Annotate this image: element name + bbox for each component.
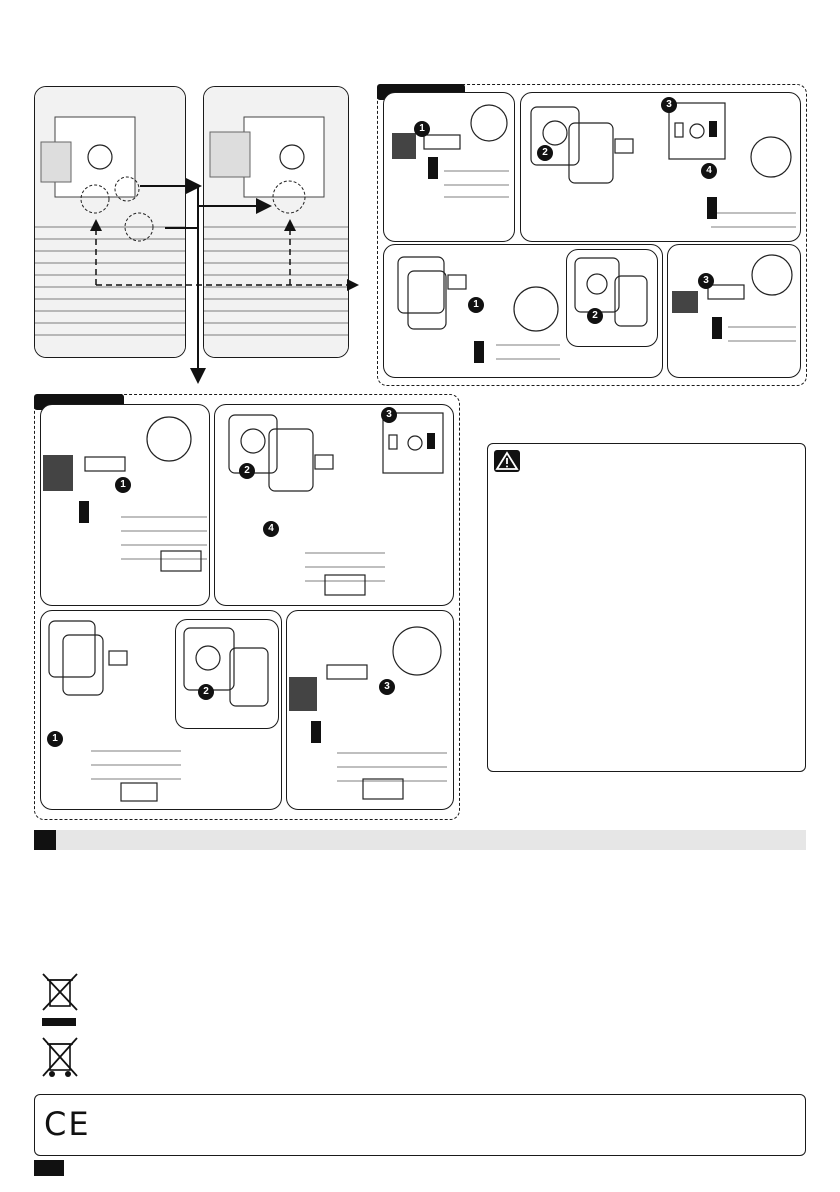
- ce-mark: CE: [44, 1105, 91, 1143]
- step-panel-a4: [667, 244, 801, 378]
- step-number-3-b2: 3: [381, 407, 397, 423]
- step-number-1-b1: 1: [115, 477, 131, 493]
- motor-connector-drawing-a1: [384, 93, 514, 241]
- step-number-2: 2: [537, 145, 553, 161]
- crossed-bin-icon: [40, 970, 80, 1012]
- step-number-3: 3: [661, 97, 677, 113]
- ce-box: [34, 1094, 806, 1156]
- step-number-1-b3: 1: [47, 731, 63, 747]
- charger-drawing-b2: [215, 405, 453, 605]
- step-number-1-a3: 1: [468, 297, 484, 313]
- step-panel-b1: [40, 404, 210, 606]
- weee-bar: [42, 1018, 76, 1026]
- section-header-bar: [34, 830, 806, 850]
- step-number-2-a3: 2: [587, 308, 603, 324]
- charger-drawing-a2: [521, 93, 800, 241]
- step-number-2-b3: 2: [198, 684, 214, 700]
- motor-reconnect-drawing-a4: [668, 245, 800, 377]
- step-number-2-b2: 2: [239, 463, 255, 479]
- step-panel-b3-unplug: [175, 619, 279, 729]
- warning-triangle-icon: [494, 450, 520, 472]
- motor-reconnect-drawing-b4: [287, 611, 453, 809]
- page-marker: [34, 1160, 64, 1176]
- warning-icon: [494, 450, 520, 472]
- section-marker: [34, 830, 56, 850]
- step-number-3-b4: 3: [379, 679, 395, 695]
- step-number-4-b2: 4: [263, 521, 279, 537]
- step-panel-b4: [286, 610, 454, 810]
- step-panel-b2: [214, 404, 454, 606]
- step-number-1: 1: [414, 121, 430, 137]
- step-panel-a1: [383, 92, 515, 242]
- unplug-drawing-b3: [176, 620, 278, 728]
- motor-connector-drawing-b1: [41, 405, 209, 605]
- step-panel-a2: [520, 92, 801, 242]
- step-number-4: 4: [701, 163, 717, 179]
- step-panel-a3: [383, 244, 663, 378]
- crossed-bin-icon-2: [40, 1034, 80, 1078]
- step-number-3-a4: 3: [698, 273, 714, 289]
- warning-box: [487, 443, 806, 772]
- unplug-drawing-a3: [567, 250, 657, 346]
- step-panel-b3: [40, 610, 282, 810]
- step-panel-a3-unplug: [566, 249, 658, 347]
